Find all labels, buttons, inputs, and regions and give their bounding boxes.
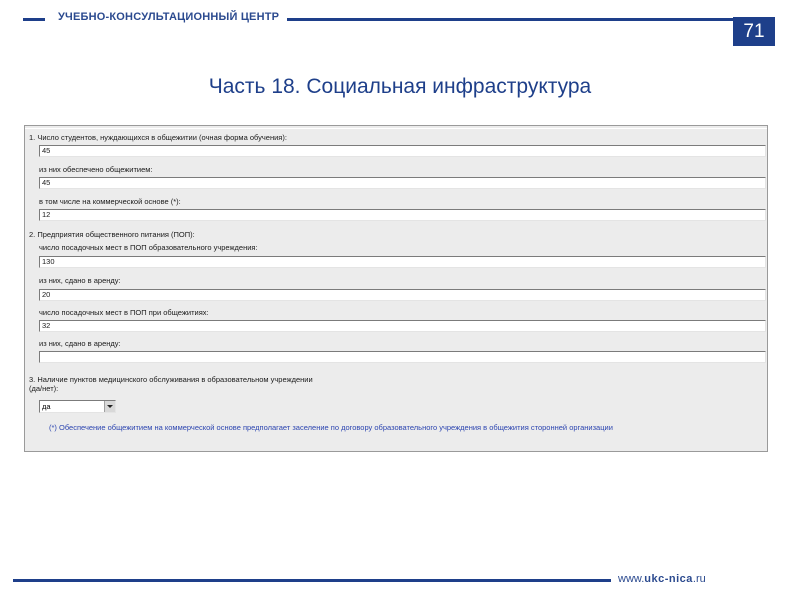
- chevron-down-icon[interactable]: [104, 401, 115, 412]
- footer-rule: [13, 579, 611, 582]
- dorm-canteen-seats-input[interactable]: 32: [39, 320, 766, 332]
- form-panel: [24, 125, 768, 452]
- header-rule-right: [287, 18, 775, 21]
- footer-url-domain: ukc-nica: [644, 573, 693, 585]
- footnote: (*) Обеспечение общежитием на коммерческой основе предполагает заселение по договору образовательного учреждения в общежития сторонней организации: [49, 423, 613, 432]
- q1-label: 1. Число студентов, нуждающихся в общежитии (очная форма обучения):: [29, 133, 287, 142]
- students-needing-dorm-input[interactable]: 45: [39, 145, 766, 157]
- q2-label: 2. Предприятия общественного питания (ПОП):: [29, 230, 195, 239]
- q2d-label: из них, сдано в аренду:: [39, 339, 121, 348]
- footer-url-prefix: www.: [618, 573, 645, 585]
- header-rule-left: [23, 18, 45, 21]
- dorm-canteen-leased-input[interactable]: [39, 351, 766, 363]
- canteen-seats-input[interactable]: 130: [39, 256, 766, 268]
- footer-url-suffix: .ru: [692, 573, 706, 585]
- canteen-seats-leased-input[interactable]: 20: [39, 289, 766, 301]
- q1a-label: из них обеспечено общежитием:: [39, 165, 153, 174]
- commercial-dorm-input[interactable]: 12: [39, 209, 766, 221]
- panel-top-rule: [25, 128, 767, 129]
- slide-title: Часть 18. Социальная инфраструктура: [208, 75, 592, 98]
- q2b-label: из них, сдано в аренду:: [39, 276, 121, 285]
- q3-label-line1: 3. Наличие пунктов медицинского обслуживания в образовательном учреждении: [29, 375, 313, 384]
- q2a-label: число посадочных мест в ПОП образовательного учреждения:: [39, 243, 258, 252]
- q2c-label: число посадочных мест в ПОП при общежитиях:: [39, 308, 209, 317]
- provided-with-dorm-input[interactable]: 45: [39, 177, 766, 189]
- page-number: 71: [733, 17, 775, 46]
- footer-url[interactable]: [618, 573, 706, 585]
- center-name: УЧЕБНО-КОНСУЛЬТАЦИОННЫЙ ЦЕНТР: [58, 11, 280, 23]
- medical-service-select[interactable]: [39, 400, 116, 413]
- medical-service-value: да: [42, 402, 51, 411]
- q3-label-line2: (да/нет):: [29, 384, 59, 393]
- q1b-label: в том числе на коммерческой основе (*):: [39, 197, 181, 206]
